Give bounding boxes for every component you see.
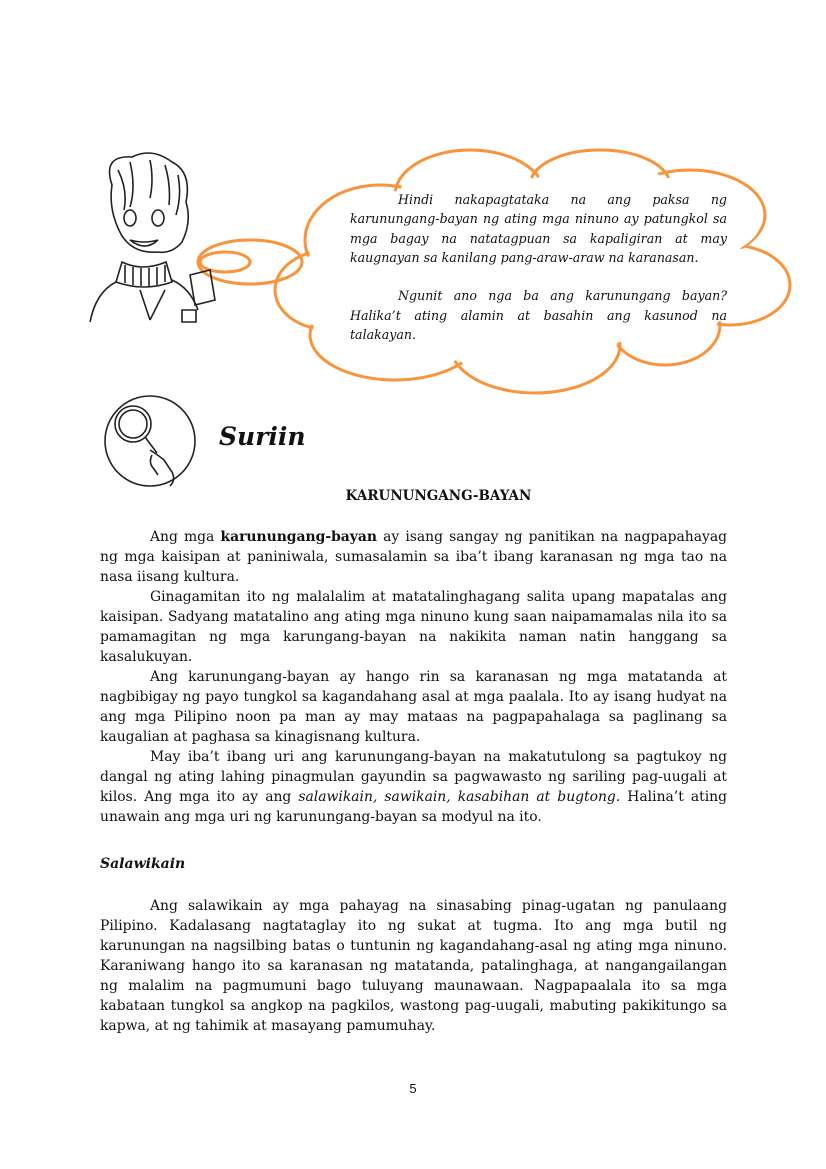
body-paragraph: Ang salawikain ay mga pahayag na sinasabing pinag-ugatan ng panulaang Pilipino. Kadalasang nagtataglay ito ng sukat at tugma. Ito ang mga butil ng karunungan na nagsilbing batas o tuntunin ng kagandahang-asal ng ating mga ninuno. Karaniwang hango ito sa karanasan ng matatanda, patalinghaga, at nangangailangan ng malalim na pagmumuni bago tuluyang maunawaan. Nagpapaalala ito sa mga kabataan tungkol sa angkop na pagkilos, wastong pag-uugali, mabuting pakikitungo sa kapwa, at ng tahimik at masayang pamumuhay.: [100, 898, 727, 1034]
body-paragraph: Ginagamitan ito ng malalalim at matatalinghagang salita upang mapatalas ang kaisipan. Sadyang matatalino ang ating mga ninuno kung saan naipamamalas nila ito sa pamamagitan ng mga karungang-bayan na nakikita naman natin hanggang sa kasalukuyan.: [100, 589, 727, 665]
text-run: Halina’t ating unawain ang mga uri ng karunungang-bayan sa modyul na ito.: [100, 789, 727, 825]
text-run: Ang mga: [150, 529, 221, 545]
subsection-title: Salawikain: [100, 856, 186, 872]
subsection-text: [100, 896, 727, 1036]
body-paragraph: [100, 747, 727, 827]
cloud-paragraph: Ngunit ano nga ba ang karunungang bayan? Halika’t ating alamin at basahin ang kasunod na talakayan.: [350, 288, 727, 343]
section-title: Suriin: [219, 422, 306, 451]
bold-term: karunungang-bayan: [220, 529, 377, 545]
body-paragraph: [100, 527, 727, 587]
text-run: May iba’t ibang uri ang karunungang-bayan na makatutulong sa pagtukoy ng dangal ng ating lahing pinagmulan gayundin sa pagwawasto ng sariling pag-uugali at kilos. Ang mga ito ay ang: [100, 749, 727, 805]
page-number: 5: [409, 1081, 417, 1096]
boy-character-illustration: [90, 153, 215, 322]
cloud-paragraph: Hindi nakapagtataka na ang paksa ng karunungang-bayan ng ating mga ninuno ay patungkol sa mga bagay na natatagpuan sa kapaligiran at may kaugnayan sa kanilang pang-araw-araw na karanasan.: [350, 192, 727, 265]
body-paragraph: Ang karunungang-bayan ay hango rin sa karanasan ng mga matatanda at nagbibigay ng payo tungkol sa kagandahang asal at mga paalala. Ito ay isang hudyat na ang mga Pilipino noon pa man ay may mataas na pagpapahalaga sa paglinang sa kaugalian at paghasa sa kinagisnang kultura.: [100, 669, 727, 745]
magnifying-glass-icon: [105, 396, 195, 486]
text-run: ay isang sangay ng panitikan na nagpapahayag ng mga kaisipan at paniniwala, sumasalamin sa iba’t ibang karanasan ng mga tao na nasa iisang kultura.: [100, 529, 727, 585]
document-title: KARUNUNGANG-BAYAN: [345, 488, 532, 504]
italic-terms: salawikain, sawikain, kasabihan at bugtong.: [298, 789, 621, 805]
thought-cloud-text: [350, 190, 727, 344]
body-text: [100, 527, 727, 827]
